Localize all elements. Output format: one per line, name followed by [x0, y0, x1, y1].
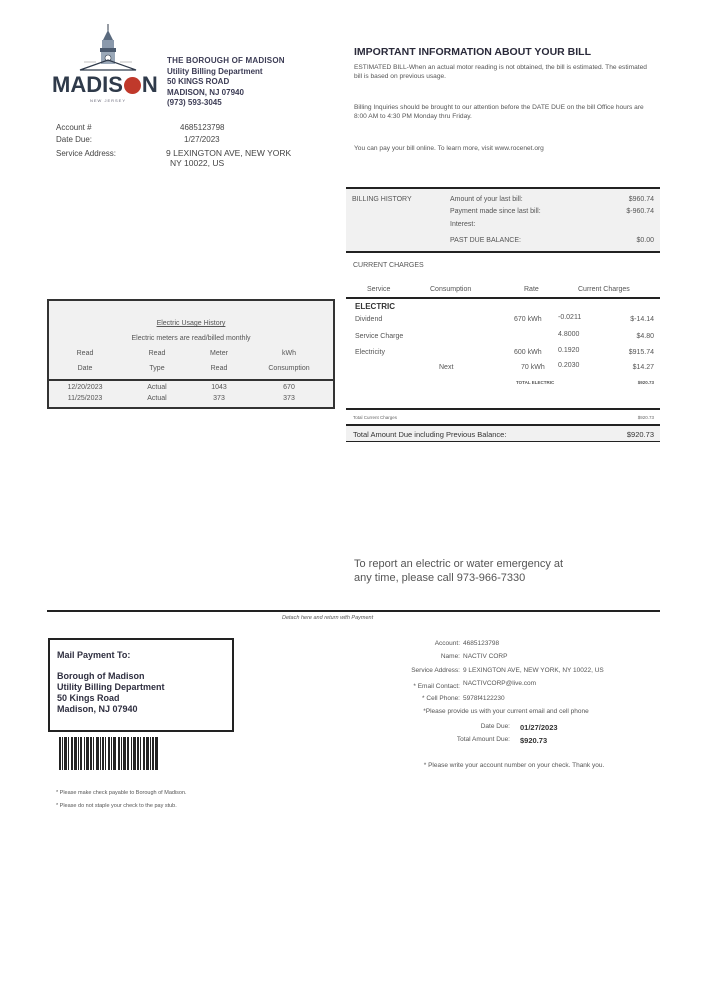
- detach-line: [47, 610, 660, 612]
- electric-section-label: ELECTRIC: [355, 302, 395, 311]
- logo-subtitle: NEW JERSEY: [90, 98, 127, 103]
- detach-instructions: Detach here and return with Payment: [282, 615, 374, 621]
- history-row: PAST DUE BALANCE: $0.00: [450, 237, 654, 244]
- usage-subtitle: Electric meters are read/billed monthly: [131, 335, 251, 342]
- account-value: 4685123798: [180, 123, 225, 132]
- total-electric-row: TOTAL ELECTRIC $920.73: [516, 380, 654, 385]
- electric-usage-history: [47, 299, 335, 409]
- current-charges-header: Service Consumption Rate Current Charges: [346, 284, 660, 299]
- org-street: 50 KINGS ROAD: [167, 77, 230, 86]
- stub-account-label: Account:: [434, 640, 460, 647]
- clock-tower-icon: [52, 22, 164, 74]
- date-due-label: Date Due:: [56, 135, 93, 144]
- madison-logo: [52, 22, 164, 110]
- stub-provide-note: *Please provide us with your current email and cell phone: [423, 708, 589, 715]
- stub-name-value: NACTIV CORP: [463, 653, 508, 660]
- total-current-charges: Total Current Charges $920.73: [346, 408, 660, 424]
- pay-online-note: You can pay your bill online. To learn more, visit www.rocenet.org: [354, 145, 544, 152]
- org-city: MADISON, NJ 07940: [167, 87, 244, 97]
- barcode-icon: [59, 737, 177, 770]
- stub-amount-value: $920.73: [520, 736, 548, 745]
- usage-row: 11/25/2023 Actual 373 373: [67, 395, 295, 402]
- stub-email-label: * Email Contact:: [413, 683, 460, 690]
- stub-amount-label: Total Amount Due:: [456, 736, 510, 743]
- usage-header-bottom: Date Type Read Consumption: [77, 365, 310, 372]
- current-charges-title: CURRENT CHARGES: [353, 262, 424, 269]
- org-address: [167, 56, 285, 109]
- charge-row: Electricity 600 kWh 0.1920 $915.74: [355, 347, 654, 356]
- org-department: Utility Billing Department: [167, 66, 263, 76]
- history-row: Amount of your last bill: $960.74: [450, 196, 654, 203]
- mail-payment-heading: Mail Payment To:: [57, 650, 131, 660]
- important-info: [354, 46, 674, 153]
- stub-date-due-value: 01/27/2023: [520, 723, 558, 732]
- stub-name-label: Name:: [440, 653, 460, 660]
- charge-row: Next 70 kWh 0.2030 $14.27: [439, 362, 654, 371]
- stub-cell-value: 5978f4122230: [463, 695, 505, 702]
- charge-row: Service Charge 4.8000 $4.80: [355, 331, 654, 340]
- total-amount-due: Total Amount Due including Previous Balance: $920.73: [346, 424, 660, 442]
- service-address-line1: 9 LEXINGTON AVE, NEW YORK: [166, 148, 292, 158]
- account-label: Account #: [56, 123, 92, 132]
- no-staple-note: * Please do not staple your check to the pay stub.: [56, 803, 177, 809]
- date-due-value: 1/27/2023: [184, 135, 220, 144]
- emergency-notice: To report an electric or water emergency at any time, please call 973-966-7330: [354, 558, 564, 584]
- history-row: Payment made since last bill: $-960.74: [450, 208, 654, 215]
- check-payable-note: * Please make check payable to Borough of Madison.: [56, 790, 187, 796]
- usage-row: 12/20/2023 Actual 1043 670: [67, 384, 295, 391]
- stub-cell-label: * Cell Phone:: [422, 695, 460, 702]
- usage-divider: [49, 379, 333, 381]
- payment-notes: [56, 787, 187, 813]
- rose-emblem-icon: [124, 77, 141, 94]
- history-row: Interest:: [450, 221, 476, 228]
- stub-email-value: NACTIVCORP@live.com: [463, 680, 537, 687]
- stub-address-value: 9 LEXINGTON AVE, NEW YORK, NY 10022, US: [463, 667, 604, 674]
- org-name: THE BOROUGH OF MADISON: [167, 56, 285, 65]
- billing-history: [346, 187, 660, 253]
- account-info: [56, 122, 291, 172]
- estimated-bill-note: ESTIMATED BILL-When an actual motor reading is not obtained, the bill is estimated. The estimated bill is based on previous usage.: [354, 64, 647, 80]
- important-info-title: IMPORTANT INFORMATION ABOUT YOUR BILL: [354, 46, 592, 58]
- stub-account-value: 4685123798: [463, 640, 500, 647]
- billing-history-title: BILLING HISTORY: [352, 196, 412, 203]
- service-address-label: Service Address:: [56, 149, 117, 158]
- stub-date-due-label: Date Due:: [480, 723, 510, 730]
- billing-inquiries-note: Billing Inquiries should be brought to our attention before the DATE DUE on the bill Office hours are 8:00 AM to 4:30 PM Monday thru Friday.: [354, 104, 644, 120]
- charge-row: Dividend 670 kWh -0.0211 $-14.14: [355, 314, 654, 323]
- logo-wordmark: MADIS N: [52, 72, 158, 97]
- mail-payment-box: Mail Payment To: Borough of Madison Utility Billing Department 50 Kings Road Madison, NJ 07940: [48, 638, 234, 732]
- org-phone: (973) 593-3045: [167, 98, 222, 107]
- usage-title: Electric Usage History: [156, 320, 226, 327]
- usage-header-top: Read Read Meter kWh: [76, 350, 296, 357]
- stub-write-note: * Please write your account number on your check. Thank you.: [423, 762, 605, 769]
- stub-address-label: Service Address:: [411, 667, 460, 674]
- service-address-line2: NY 10022, US: [170, 158, 225, 168]
